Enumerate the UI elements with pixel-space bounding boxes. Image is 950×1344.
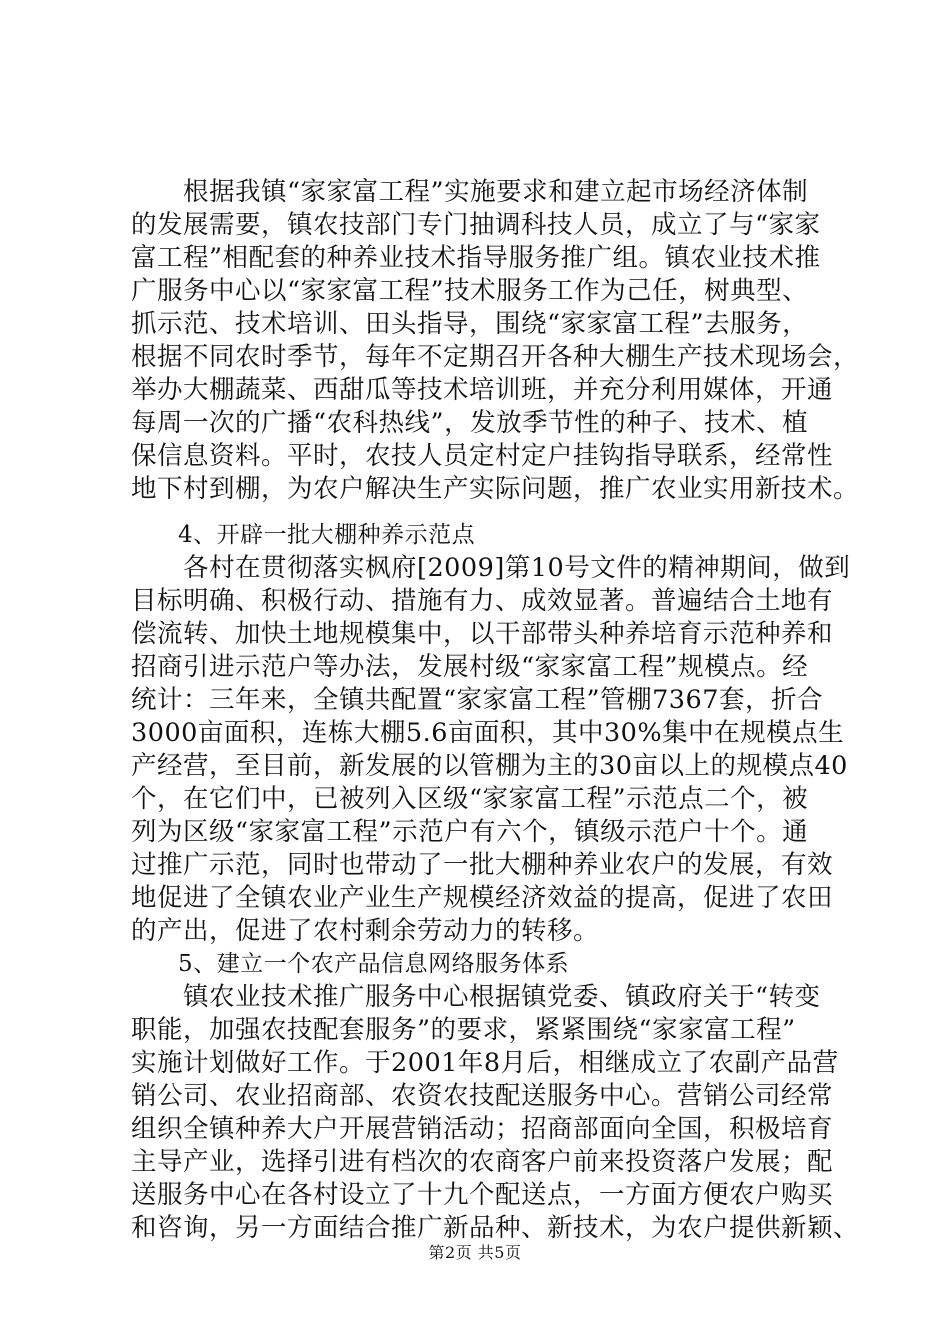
paragraph-line: 广服务中心以“家家富工程”技术服务工作为己任，树典型、 <box>131 276 809 306</box>
paragraph-line: 抓示范、技术培训、田头指导，围绕“家家富工程”去服务， <box>131 309 809 339</box>
paragraph-line: 个，在它们中，已被列入区级“家家富工程”示范点二个，被 <box>131 784 809 814</box>
paragraph-line: 镇农业技术推广服务中心根据镇党委、镇政府关于“转变 <box>131 982 821 1012</box>
paragraph-line: 主导产业，选择引进有档次的农商客户前来投资落户发展；配 <box>131 1147 834 1177</box>
paragraph-line: 地促进了全镇农业产业生产规模经济效益的提高，促进了农田 <box>131 883 834 913</box>
paragraph-line: 保信息资料。平时，农技人员定村定户挂钩指导联系，经常性 <box>131 441 834 471</box>
section-heading: 4、开辟一批大棚种养示范点 <box>131 522 476 548</box>
paragraph-line: 销公司、农业招商部、农资农技配送服务中心。营销公司经常 <box>131 1081 834 1111</box>
paragraph-line: 职能，加强农技配套服务”的要求，紧紧围绕“家家富工程” <box>131 1015 796 1045</box>
paragraph-line: 3000亩面积，连栋大棚5.6亩面积，其中30%集中在规模点生 <box>131 718 845 748</box>
paragraph-line: 过推广示范，同时也带动了一批大棚种养业农户的发展，有效 <box>131 850 834 880</box>
paragraph-line: 各村在贯彻落实枫府[2009]第10号文件的精神期间，做到 <box>131 553 851 583</box>
paragraph-line: 根据不同农时季节，每年不定期召开各种大棚生产技术现场会， <box>131 342 860 372</box>
paragraph-line: 举办大棚蔬菜、西甜瓜等技术培训班，并充分利用媒体，开通 <box>131 375 834 405</box>
paragraph-line: 地下村到棚，为农户解决生产实际问题，推广农业实用新技术。 <box>131 474 860 504</box>
paragraph-line: 实施计划做好工作。于2001年8月后，相继成立了农副产品营 <box>131 1048 839 1078</box>
paragraph-line: 送服务中心在各村设立了十九个配送点，一方面方便农户购买 <box>131 1180 834 1210</box>
paragraph-line: 偿流转、加快土地规模集中，以干部带头种养培育示范种养和 <box>131 619 834 649</box>
paragraph-line: 富工程”相配套的种养业技术指导服务推广组。镇农业技术推 <box>131 243 821 273</box>
page-number-footer: 第2页 共5页 <box>428 1243 522 1262</box>
paragraph-line: 每周一次的广播“农科热线”，发放季节性的种子、技术、植 <box>131 408 809 438</box>
paragraph-line: 的发展需要，镇农技部门专门抽调科技人员，成立了与“家家 <box>131 210 821 240</box>
paragraph-line: 产经营，至目前，新发展的以管棚为主的30亩以上的规模点40 <box>131 751 848 781</box>
paragraph-line: 招商引进示范户等办法，发展村级“家家富工程”规模点。经 <box>131 652 809 682</box>
paragraph-line: 列为区级“家家富工程”示范户有六个，镇级示范户十个。通 <box>131 817 809 847</box>
paragraph-line: 的产出，促进了农村剩余劳动力的转移。 <box>131 916 600 946</box>
paragraph-line: 组织全镇种养大户开展营销活动；招商部面向全国，积极培育 <box>131 1114 834 1144</box>
paragraph-line: 目标明确、积极行动、措施有力、成效显著。普遍结合土地有 <box>131 586 834 616</box>
paragraph-line: 根据我镇“家家富工程”实施要求和建立起市场经济体制 <box>131 177 809 207</box>
paragraph-line: 和咨询，另一方面结合推广新品种、新技术，为农户提供新颖、 <box>131 1213 860 1243</box>
section-heading: 5、建立一个农产品信息网络服务体系 <box>131 951 570 977</box>
paragraph-line: 统计：三年来，全镇共配置“家家富工程”管棚7367套，折合 <box>131 685 823 715</box>
